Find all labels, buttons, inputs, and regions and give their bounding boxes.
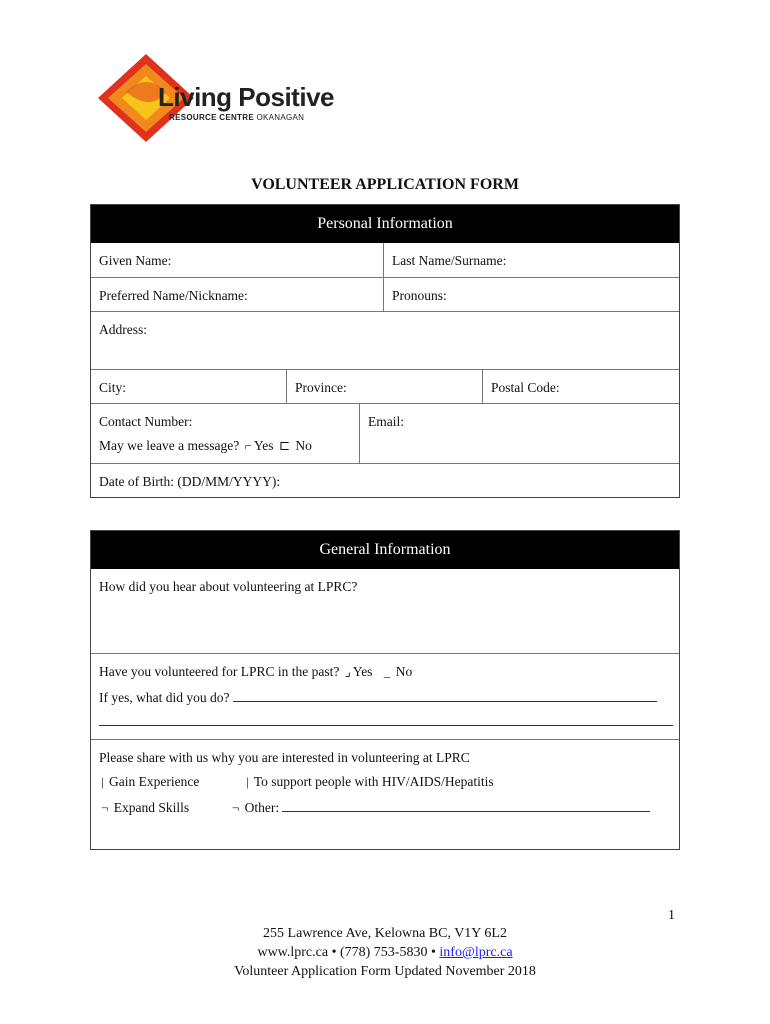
past-no-checkbox[interactable]: _	[383, 664, 391, 679]
support-checkbox[interactable]: |	[246, 774, 249, 789]
general-info-header: General Information	[91, 531, 679, 569]
logo-text: Living Positive	[158, 82, 334, 112]
email-field[interactable]: Email:	[359, 404, 679, 463]
city-field[interactable]: City:	[99, 380, 127, 395]
footer-address: 255 Lawrence Ave, Kelowna BC, V1Y 6L2	[263, 926, 507, 941]
province-field[interactable]: Province:	[286, 370, 482, 403]
contact-number-field[interactable]: Contact Number: May we leave a message? ⌐ Yes ⊏ No	[91, 404, 359, 463]
footer	[0, 924, 770, 981]
phone-number: (778) 753-5830	[339, 945, 428, 960]
footer-contact: www.lprc.ca • (778) 753-5830 • info@lprc.ca	[257, 945, 513, 960]
personal-info-section	[90, 204, 680, 498]
address-field[interactable]: Address:	[99, 322, 147, 337]
website-link[interactable]: www.lprc.ca	[257, 945, 329, 960]
page-number: 1	[668, 908, 675, 923]
leave-message-question: May we leave a message? ⌐ Yes ⊏ No	[99, 438, 312, 453]
general-info-section	[90, 530, 680, 850]
expand-skills-checkbox[interactable]: ¬	[101, 800, 109, 815]
other-checkbox[interactable]: ¬	[231, 800, 240, 815]
pronouns-field[interactable]: Pronouns:	[383, 278, 679, 311]
other-input[interactable]	[282, 798, 650, 812]
lprc-logo	[96, 52, 336, 144]
postal-code-field[interactable]: Postal Code:	[482, 370, 679, 403]
form-title: VOLUNTEER APPLICATION FORM	[251, 176, 519, 193]
email-link[interactable]: info@lprc.ca	[439, 945, 513, 960]
hear-about-field[interactable]: How did you hear about volunteering at LPRC?	[99, 579, 358, 594]
message-yes-checkbox[interactable]: ⌐	[244, 438, 252, 453]
footer-updated: Volunteer Application Form Updated November 2018	[234, 964, 536, 979]
gain-experience-checkbox[interactable]: |	[101, 774, 104, 789]
logo-subtitle: RESOURCE CENTRE OKANAGAN	[169, 113, 305, 122]
message-no-checkbox[interactable]: ⊏	[278, 438, 290, 453]
last-name-field[interactable]: Last Name/Surname:	[383, 243, 679, 277]
past-activity-input-line2[interactable]	[99, 712, 673, 726]
personal-info-header: Personal Information	[91, 205, 679, 243]
past-activity-input[interactable]	[233, 688, 657, 702]
given-name-field[interactable]: Given Name:	[99, 253, 172, 268]
past-yes-checkbox[interactable]: ⌟	[344, 664, 351, 679]
interest-block: Please share with us why you are interested in volunteering at LPRC | Gain Experience | To support people with HIV/AIDS/Hepatitis ¬ Expand Skills ¬ Other:	[91, 740, 679, 849]
preferred-name-field[interactable]: Preferred Name/Nickname:	[99, 288, 248, 303]
dob-field[interactable]: Date of Birth: (DD/MM/YYYY):	[99, 474, 281, 489]
volunteered-past-block: Have you volunteered for LPRC in the past? ⌟ Yes _ No If yes, what did you do?	[91, 654, 681, 739]
